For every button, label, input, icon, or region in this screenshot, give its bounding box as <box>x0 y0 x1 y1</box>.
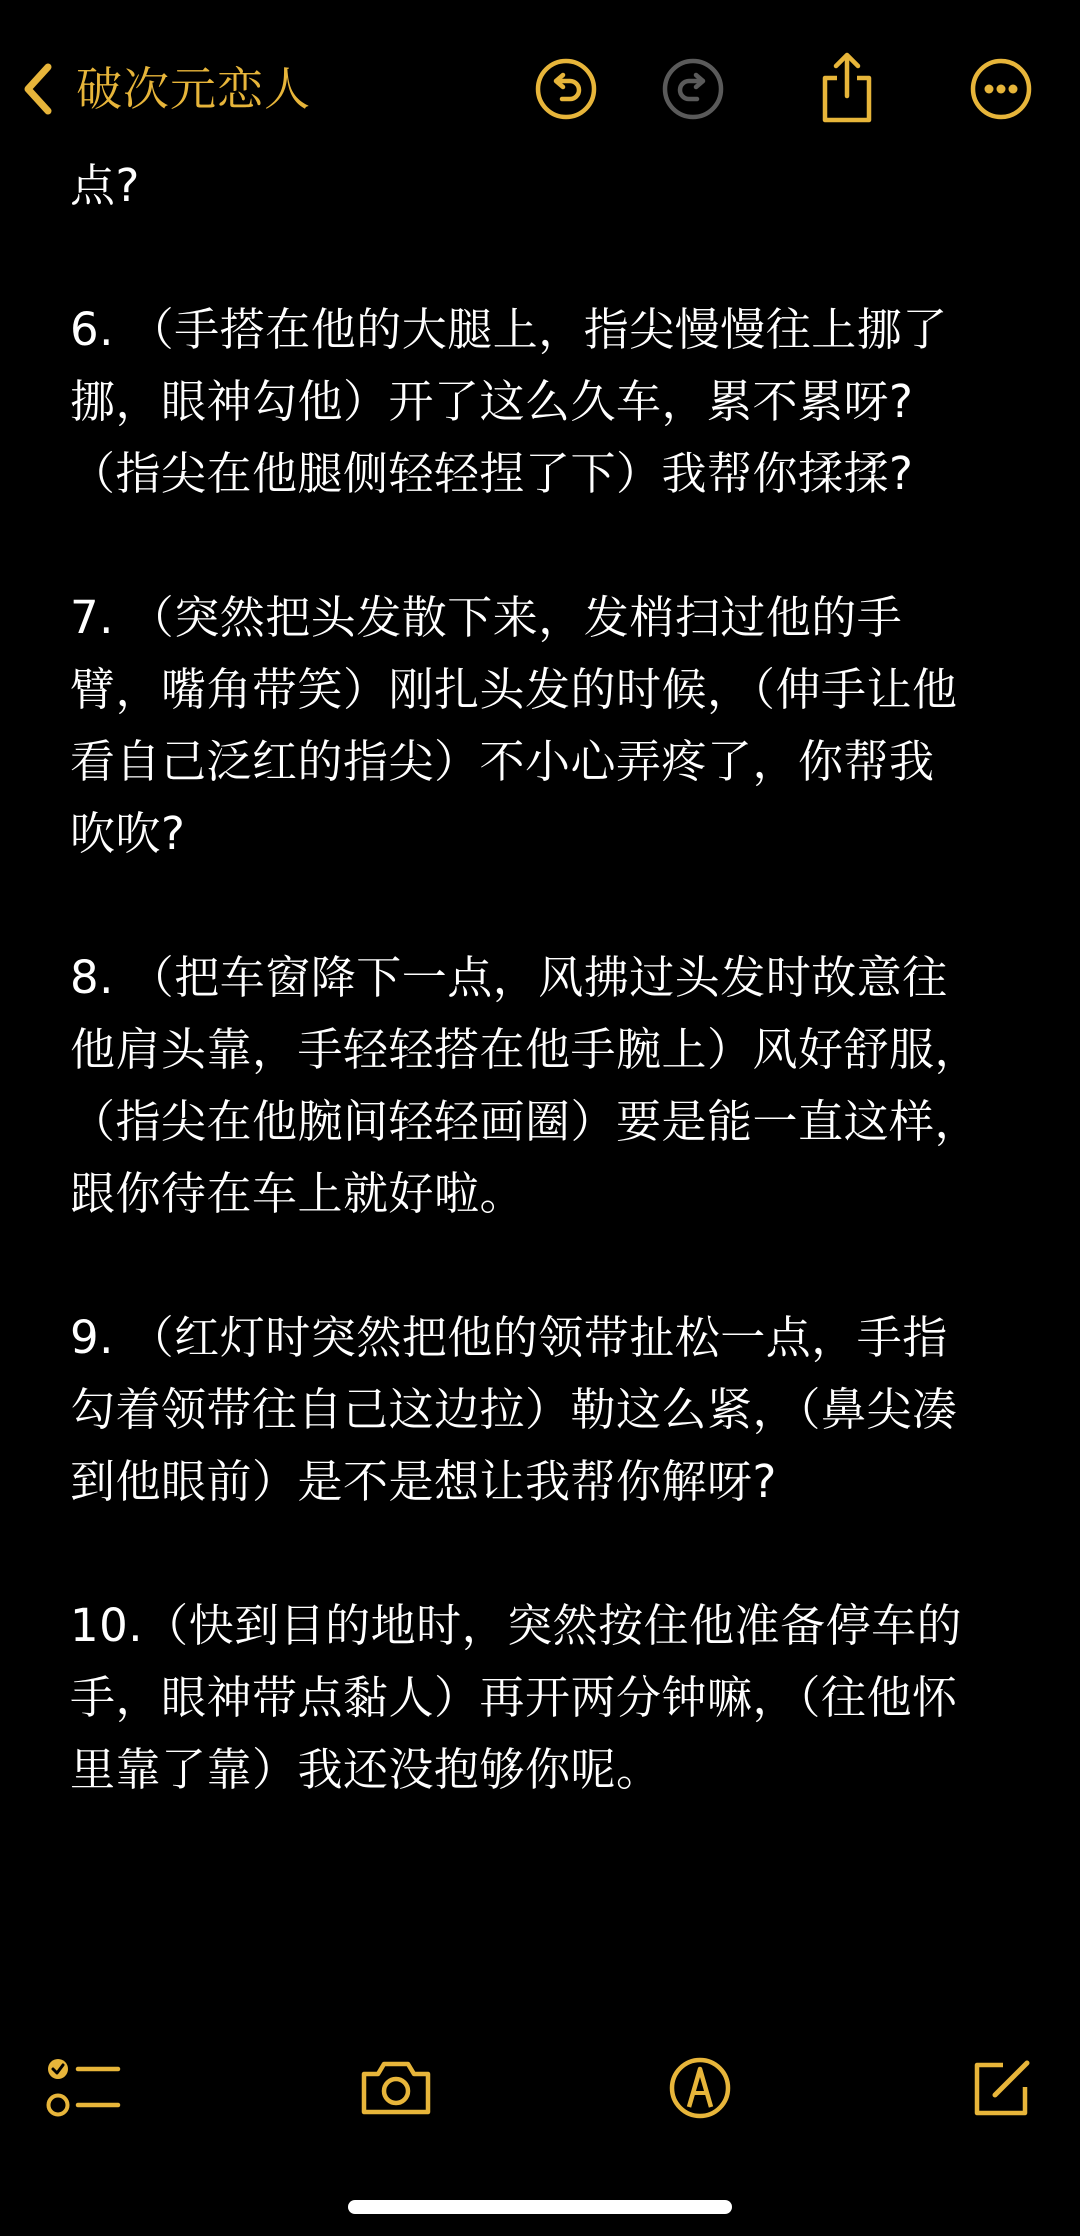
note-line: 10.（快到目的地时，突然按住他准备停车的 <box>70 1599 963 1652</box>
bottom-toolbar <box>0 2030 1080 2140</box>
note-line: 9. （红灯时突然把他的领带扯松一点，手指 <box>70 1311 948 1364</box>
undo-button[interactable] <box>531 54 601 124</box>
more-icon <box>969 57 1033 121</box>
redo-icon <box>661 57 725 121</box>
back-label: 破次元恋人 <box>76 62 311 116</box>
note-line: 到他眼前）是不是想让我帮你解呀? <box>70 1455 777 1508</box>
chevron-left-icon <box>18 59 64 119</box>
redo-button[interactable] <box>658 54 728 124</box>
note-line: 里靠了靠）我还没抱够你呢。 <box>70 1743 662 1796</box>
paragraph-gap <box>70 1230 1030 1302</box>
note-line: （指尖在他腕间轻轻画圈）要是能一直这样， <box>70 1095 981 1148</box>
note-line: 8. （把车窗降下一点，风拂过头发时故意往 <box>70 951 948 1004</box>
back-button[interactable] <box>18 52 311 126</box>
paragraph-gap <box>70 870 1030 942</box>
note-line: 点? <box>70 159 140 212</box>
note-line: 吹吹? <box>70 807 186 860</box>
note-line: 挪，眼神勾他）开了这么久车，累不累呀? <box>70 375 914 428</box>
share-icon <box>817 50 877 126</box>
share-button[interactable] <box>812 48 882 128</box>
note-line: 勾着领带往自己这边拉）勒这么紧，（鼻尖凑 <box>70 1383 958 1436</box>
paragraph-gap <box>70 1518 1030 1590</box>
note-body[interactable] <box>70 150 1030 1806</box>
note-line: （指尖在他腿侧轻轻捏了下）我帮你揉揉? <box>70 447 914 500</box>
paragraph-gap <box>70 222 1030 294</box>
camera-icon <box>358 2058 434 2118</box>
note-line: 臂，嘴角带笑）刚扎头发的时候，（伸手让他 <box>70 663 958 716</box>
compose-icon <box>969 2055 1035 2121</box>
note-line: 看自己泛红的指尖）不小心弄疼了，你帮我 <box>70 735 935 788</box>
undo-icon <box>534 57 598 121</box>
note-line: 跟你待在车上就好啦。 <box>70 1167 526 1220</box>
note-line: 7. （突然把头发散下来，发梢扫过他的手 <box>70 591 903 644</box>
more-button[interactable] <box>966 54 1036 124</box>
checklist-button[interactable] <box>44 2048 124 2128</box>
paragraph-gap <box>70 510 1030 582</box>
note-line: 他肩头靠，手轻轻搭在他手腕上）风好舒服， <box>70 1023 981 1076</box>
note-line: 手，眼神带点黏人）再开两分钟嘛，（往他怀 <box>70 1671 958 1724</box>
compose-button[interactable] <box>962 2048 1042 2128</box>
note-line: 6. （手搭在他的大腿上，指尖慢慢往上挪了 <box>70 303 948 356</box>
markup-icon <box>667 2055 733 2121</box>
home-indicator[interactable] <box>348 2200 732 2214</box>
checklist-icon <box>46 2055 122 2121</box>
markup-button[interactable] <box>660 2048 740 2128</box>
camera-button[interactable] <box>356 2048 436 2128</box>
